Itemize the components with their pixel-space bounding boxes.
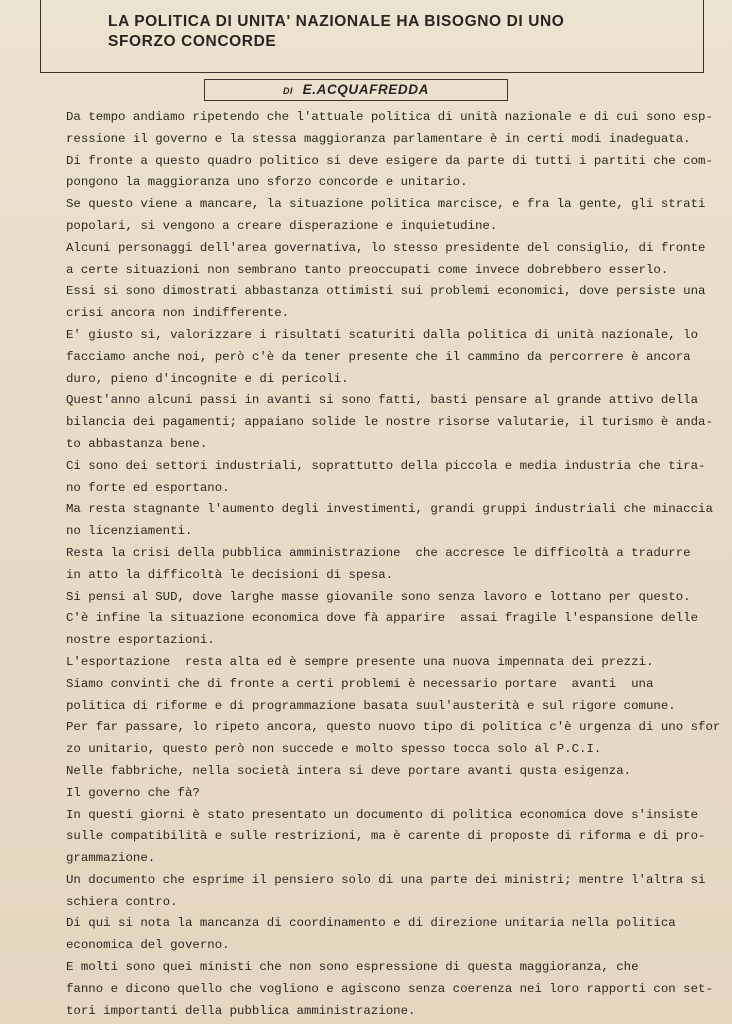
body-line: economica del governo.	[66, 938, 230, 953]
headline-line-1: LA POLITICA DI UNITA' NAZIONALE HA BISOGNO DI UNO	[108, 13, 565, 30]
body-line: no forte ed esportano.	[66, 480, 230, 495]
body-line: duro, pieno d'incognite e di pericoli.	[66, 371, 349, 386]
body-line: Il governo che fà?	[66, 785, 200, 800]
byline-frame	[204, 79, 508, 101]
body-line: Per far passare, lo ripeto ancora, questo nuovo tipo di politica c'è urgenza di uno sfor	[66, 720, 721, 735]
body-line: E' giusto si, valorizzare i risultati scaturiti dalla politica di unità nazionale, lo	[66, 327, 699, 342]
body-line: ressione il governo e la stessa maggioranza parlamentare è in certi modi inadeguata.	[66, 131, 691, 146]
body-line: politica di riforme e di programmazione basata suul'austerità e sul rigore comune.	[66, 698, 676, 713]
body-line: Essi si sono dimostrati abbastanza ottimisti sui problemi economici, dove persiste una	[66, 284, 706, 299]
body-line: crisi ancora non indifferente.	[66, 306, 290, 321]
body-line: grammazione.	[66, 851, 156, 866]
body-line: Un documento che esprime il pensiero solo di una parte dei ministri; mentre l'altra si	[66, 872, 706, 887]
body-line: bilancia dei pagamenti; appaiano solide le nostre risorse valutarie, il turismo è anda-	[66, 415, 713, 430]
body-line: Quest'anno alcuni passi in avanti si sono fatti, basti pensare al grande attivo della	[66, 393, 699, 408]
body-line: Si pensi al SUD, dove larghe masse giovanile sono senza lavoro e lottano per questo.	[66, 589, 691, 604]
body-line: fanno e dicono quello che vogliono e agiscono senza coerenza nei loro rapporti con set-	[66, 981, 713, 996]
body-line: to abbastanza bene.	[66, 436, 208, 451]
body-line: sulle compatibilità e sulle restrizioni, ma è carente di proposte di riforma e di pro-	[66, 829, 706, 844]
body-line: popolari, si vengono a creare disperazione e inquietudine.	[66, 218, 498, 233]
body-line: Di qui si nota la mancanza di coordinamento e di direzione unitaria nella politica	[66, 916, 676, 931]
body-line: C'è infine la situazione economica dove fà apparire assai fragile l'espansione delle	[66, 611, 699, 626]
byline-prefix: DI	[283, 86, 293, 96]
body-line: schiera contro.	[66, 894, 178, 909]
byline	[283, 82, 429, 97]
article-body	[66, 107, 721, 1022]
body-line: Resta la crisi della pubblica amministrazione che accresce le difficoltà a tradurre	[66, 545, 691, 560]
body-line: Nelle fabbriche, nella società intera si deve portare avanti qusta esigenza.	[66, 763, 632, 778]
body-line: Siamo convinti che di fronte a certi problemi è necessario portare avanti una	[66, 676, 654, 691]
body-line: no licenziamenti.	[66, 524, 193, 539]
body-line: facciamo anche noi, però c'è da tener presente che il cammino da percorrere è ancora	[66, 349, 691, 364]
body-line: Se questo viene a mancare, la situazione politica marcisce, e fra la gente, gli strati	[66, 197, 706, 212]
body-line: Di fronte a questo quadro politico si deve esigere da parte di tutti i partiti che com-	[66, 153, 713, 168]
headline-line-2: SFORZO CONCORDE	[108, 33, 277, 50]
body-line: pongono la maggioranza uno sforzo concorde e unitario.	[66, 175, 468, 190]
body-line: Da tempo andiamo ripetendo che l'attuale politica di unità nazionale e di cui sono esp-	[66, 110, 713, 124]
body-line: L'esportazione resta alta ed è sempre presente una nuova impennata dei prezzi.	[66, 654, 654, 669]
body-line: a certe situazioni non sembrano tanto preoccupati come invece dobrebbero esserlo.	[66, 262, 669, 277]
headline	[108, 12, 668, 52]
body-line: Ma resta stagnante l'aumento degli investimenti, grandi gruppi industriali che minaccia	[66, 502, 713, 517]
body-line: E molti sono quei ministi che non sono espressione di questa maggioranza, che	[66, 960, 639, 975]
body-line: in atto la difficoltà le decisioni di spesa.	[66, 567, 394, 582]
body-line: zo unitario, questo però non succede e molto spesso tocca solo al P.C.I.	[66, 742, 602, 757]
body-line: In questi giorni è stato presentato un documento di politica economica dove s'insiste	[66, 807, 699, 822]
byline-author: E.ACQUAFREDDA	[302, 82, 429, 97]
body-line: nostre esportazioni.	[66, 633, 215, 648]
body-line: Ci sono dei settori industriali, soprattutto della piccola e media industria che tira-	[66, 458, 706, 473]
body-line: Alcuni personaggi dell'area governativa, lo stesso presidente del consiglio, di fronte	[66, 240, 706, 255]
body-line: tori importanti della pubblica amministrazione.	[66, 1003, 416, 1018]
